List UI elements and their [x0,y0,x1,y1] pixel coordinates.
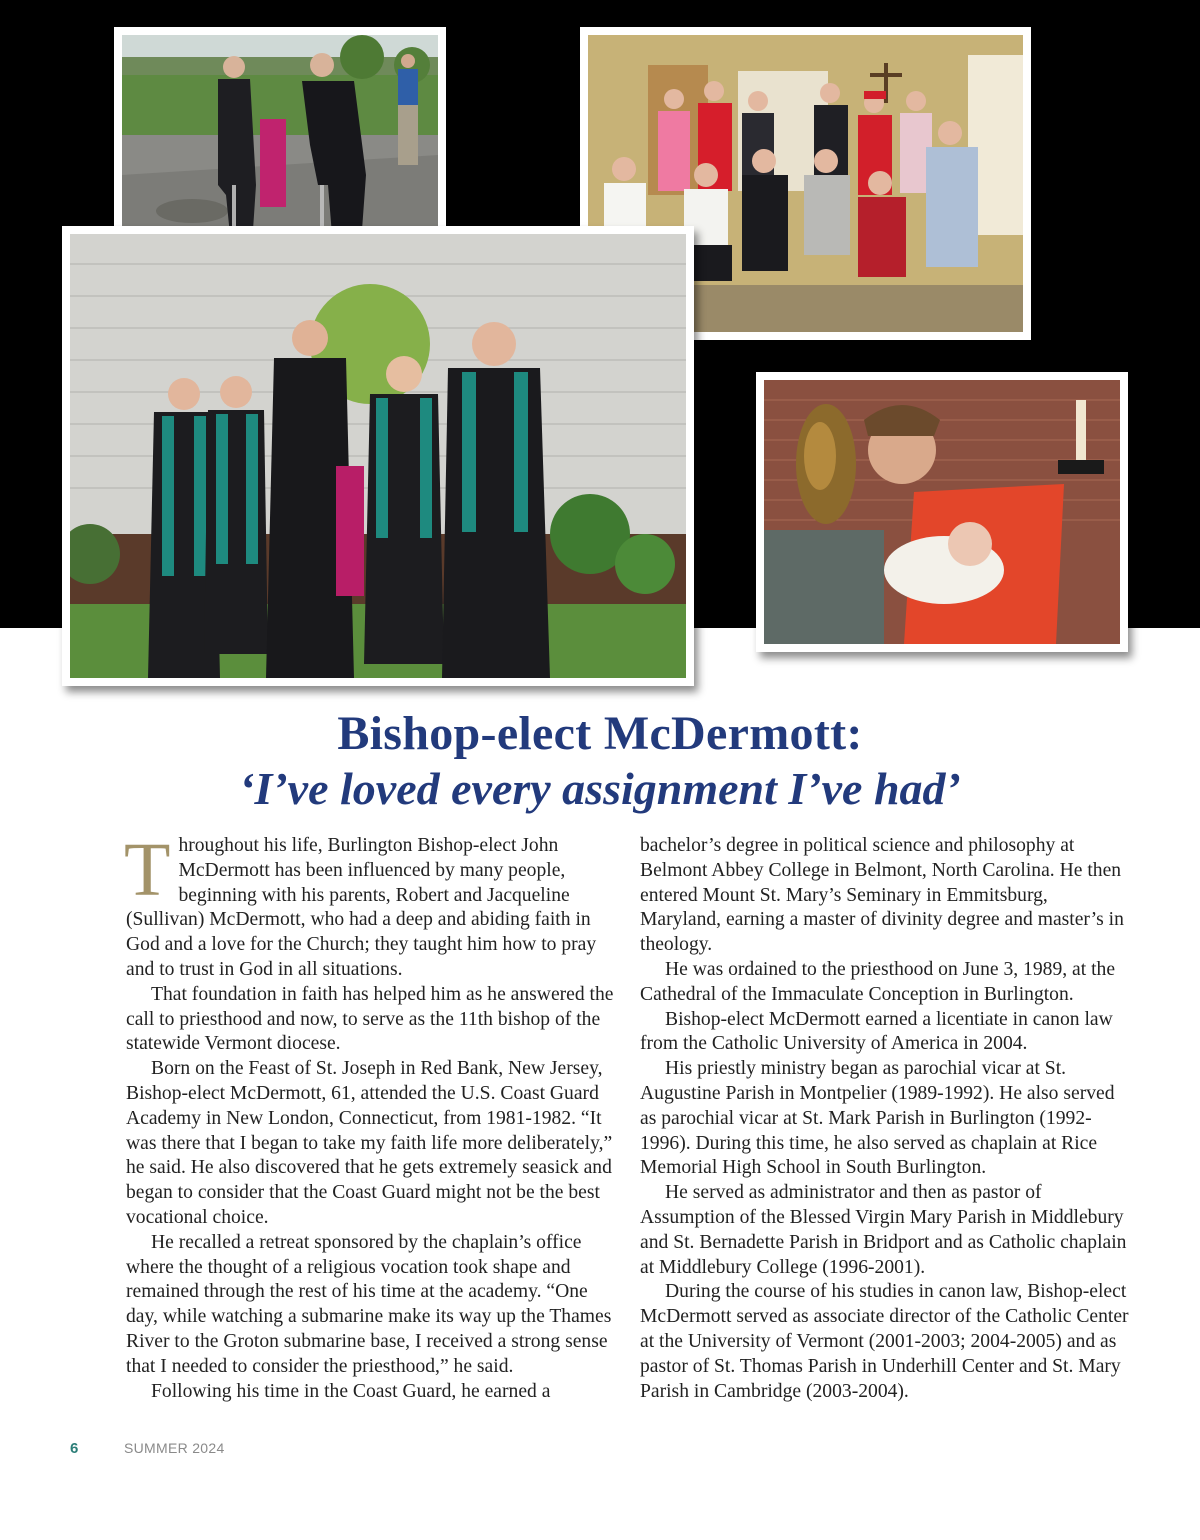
article-paragraph: Bishop-elect McDermott earned a licentiate in canon law from the Catholic University of America in 2004. [640,1008,1113,1055]
article-title: Bishop-elect McDermott: [337,707,863,760]
article-paragraph: He served as administrator and then as pastor of Assumption of the Blessed Virgin Mary Parish in Middlebury and St. Bernadette Parish in Bridport and as Catholic chaplain at Middlebury College (1996-2001). [640,1182,1127,1278]
article-column-right [640,834,1130,1404]
article-first-paragraph [124,828,616,983]
article-paragraph: His priestly ministry began as parochial vicar at St. Augustine Parish in Montpelier (1989-1992). He also served as parochial vicar at St. Mark Parish in Burlington (1992-1996). During this time, he also served as chaplain at Rice Memorial High School in South Burlington. [640,1058,1115,1179]
article-paragraph: Born on the Feast of St. Joseph in Red Bank, New Jersey, Bishop-elect McDermott, 61, attended the U.S. Coast Guard Academy in New London, Connecticut, from 1981-1982. “It was there that I began to take my faith life more deliberately,” he said. He also discovered that he gets extremely seasick and began to consider that the Coast Guard might not be the best vocational choice. [126,1058,613,1228]
article-paragraph: That foundation in faith has helped him as he answered the call to priesthood and now, to serve as the 11th bishop of the statewide Vermont diocese. [126,983,614,1055]
article-subtitle: ‘I’ve loved every assignment I’ve had’ [239,763,961,814]
page-number: 6 [70,1440,79,1457]
article-paragraph: During the course of his studies in canon law, Bishop-elect McDermott served as associate director of the Catholic Center at the University of Vermont (2001-2003; 2004-2005) and as pastor of St. Thomas Parish in Underhill Center and St. Mary Parish in Cambridge (2003-2004). [640,1281,1129,1402]
article-column-left [124,828,616,1404]
issue-label: SUMMER 2024 [124,1440,225,1456]
photo-graduates-with-clergy [62,226,694,686]
drop-cap: T [124,828,171,912]
article-paragraph: Following his time in the Coast Guard, he earned a [151,1380,551,1402]
article-paragraph: He recalled a retreat sponsored by the chaplain’s office where the thought of a religious vocation took shape and remained through the rest of his time at the academy. “One day, while watching a submarine make its way up the Thames River to the Groton submarine base, I received a strong sense that I needed to consider the priesthood,” he said. [126,1231,612,1377]
article-paragraph-continued: bachelor’s degree in political science and philosophy at Belmont Abbey College in Belmont, North Carolina. He then entered Mount St. Mary’s Seminary in Emmitsburg, Maryland, earning a master of divinity degree and master’s in theology. [640,835,1124,956]
first-paragraph-text: hroughout his life, Burlington Bishop-elect John McDermott has been influenced by many people, beginning with his parents, Robert and Jacqueline (Sullivan) McDermott, who had a deep and abiding faith in God and a love for the Church; they taught him how to pray and to trust in God in all situations. [126,835,597,980]
photo-priest-holding-baby [756,372,1128,652]
photo-baby-image [764,380,1120,644]
photo-graduates-image [70,234,686,678]
article-paragraph: He was ordained to the priesthood on June 3, 1989, at the Cathedral of the Immaculate Conception in Burlington. [640,958,1116,1005]
